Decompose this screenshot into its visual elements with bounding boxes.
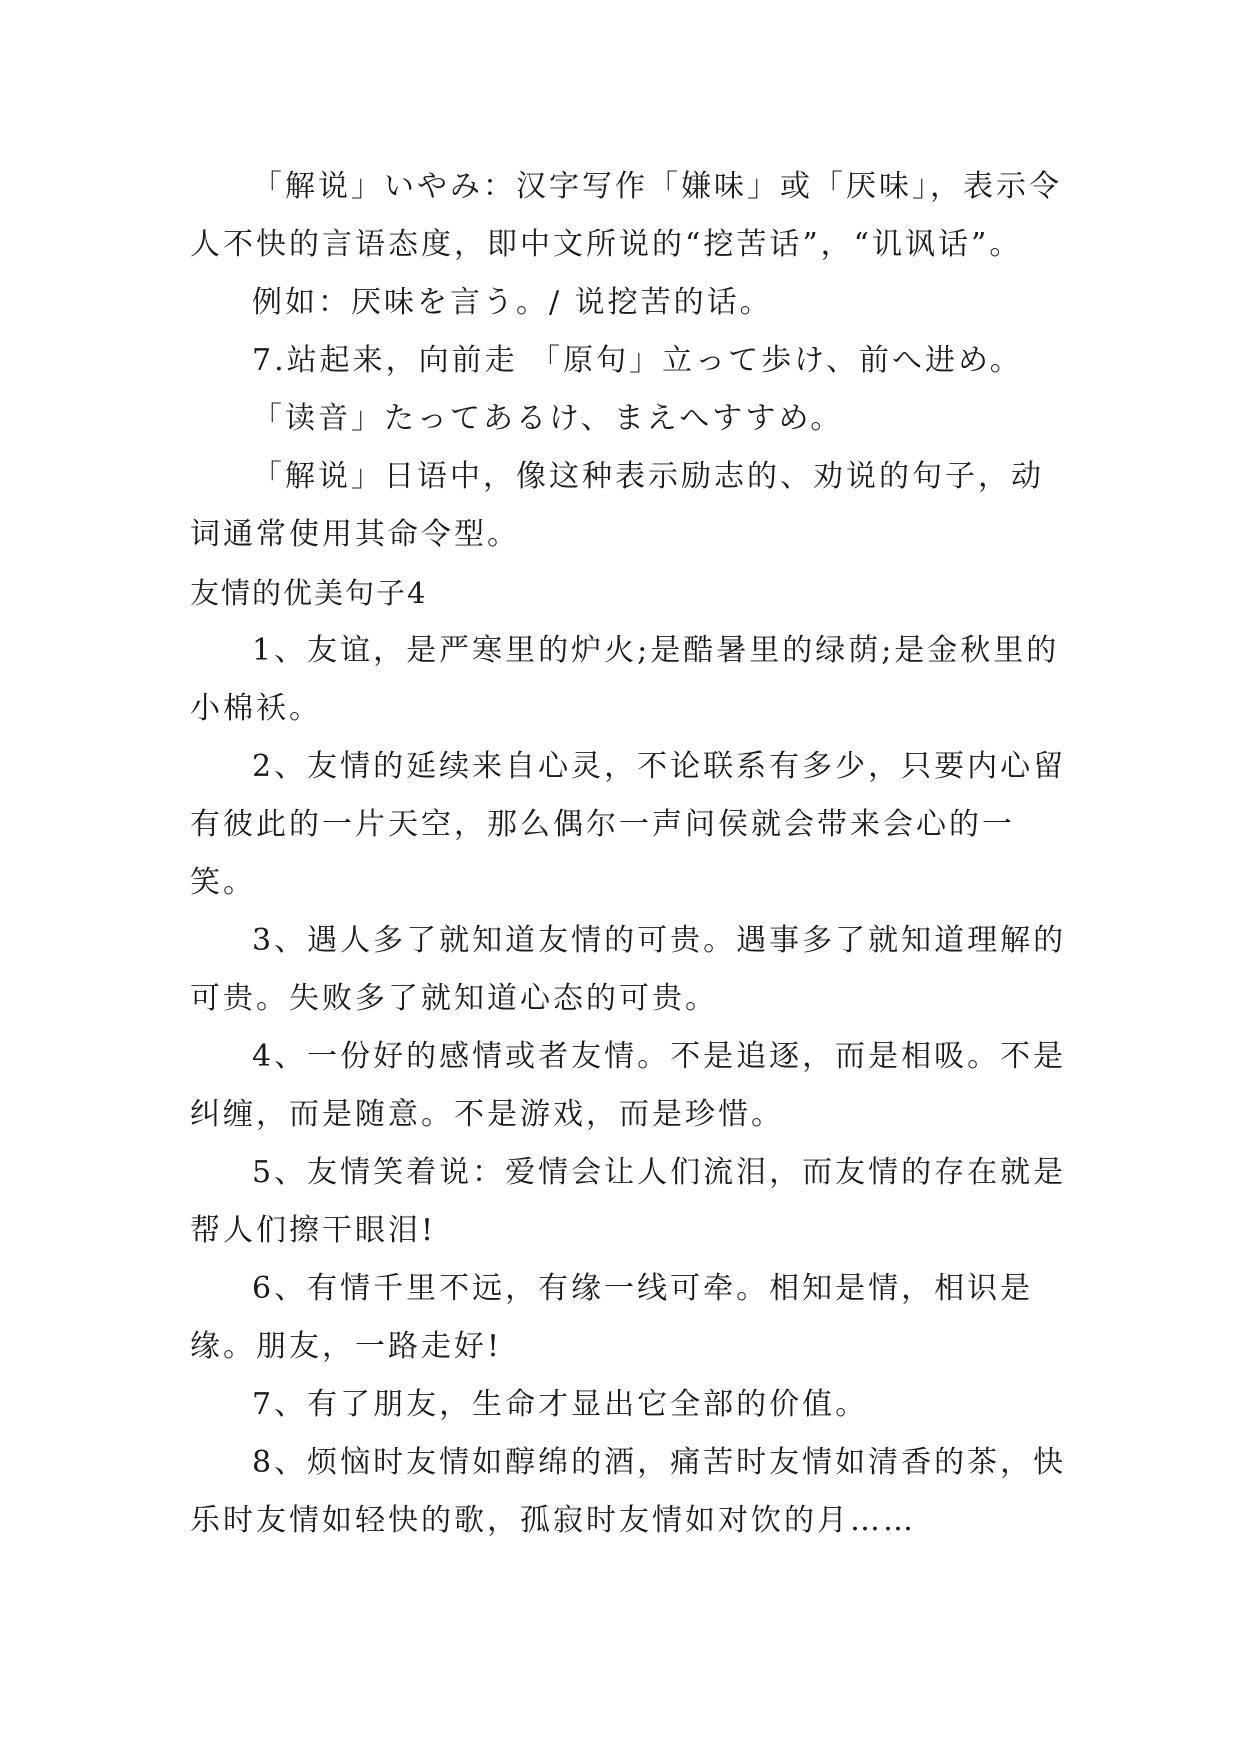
paragraph-explanation-iyami: 「解说」いやみ：汉字写作「嫌味」或「厌味」，表示令人不快的言语态度，即中文所说的“挖苦话”，“讥讽话”。 (190, 169, 1062, 262)
paragraph-reading: 「读音」たってあるけ、まえへすすめ。 (252, 401, 844, 436)
list-item: 5、友情笑着说：爱情会让人们流泪，而友情的存在就是帮人们擦干眼泪! (190, 1155, 1067, 1248)
list-item: 3、遇人多了就知道友情的可贵。遇事多了就知道理解的可贵。失败多了就知道心态的可贵。 (190, 923, 1067, 1016)
list-item: 4、一份好的感情或者友情。不是追逐，而是相吸。不是纠缠，而是随意。不是游戏，而是珍惜。 (190, 1039, 1067, 1132)
list-item: 2、友情的延续来自心灵，不论联系有多少，只要内心留有彼此的一片天空，那么偶尔一声问侯就会带来会心的一笑。 (190, 749, 1067, 900)
section-heading: 友情的优美句子4 (190, 576, 428, 610)
list-item: 1、友谊，是严寒里的炉火;是酷暑里的绿荫;是金秋里的小棉袄。 (190, 633, 1060, 726)
list-item: 8、烦恼时友情如醇绵的酒，痛苦时友情如清香的茶，快乐时友情如轻快的歌，孤寂时友情如对饮的月…… (190, 1445, 1067, 1538)
paragraph-sentence-7: 7.站起来，向前走 「原句」立って歩け、前へ进め。 (252, 343, 1023, 378)
list-item: 6、有情千里不远，有缘一线可牵。相知是情，相识是缘。朋友，一路走好! (190, 1271, 1034, 1364)
list-item: 7、有了朋友，生命才显出它全部的价值。 (252, 1387, 869, 1422)
paragraph-example: 例如：厌味を言う。/ 说挖苦的话。 (252, 285, 773, 320)
document-body (190, 158, 1070, 1550)
paragraph-explanation-imperative: 「解说」日语中，像这种表示励志的、劝说的句子，动词通常使用其命令型。 (190, 459, 1044, 552)
